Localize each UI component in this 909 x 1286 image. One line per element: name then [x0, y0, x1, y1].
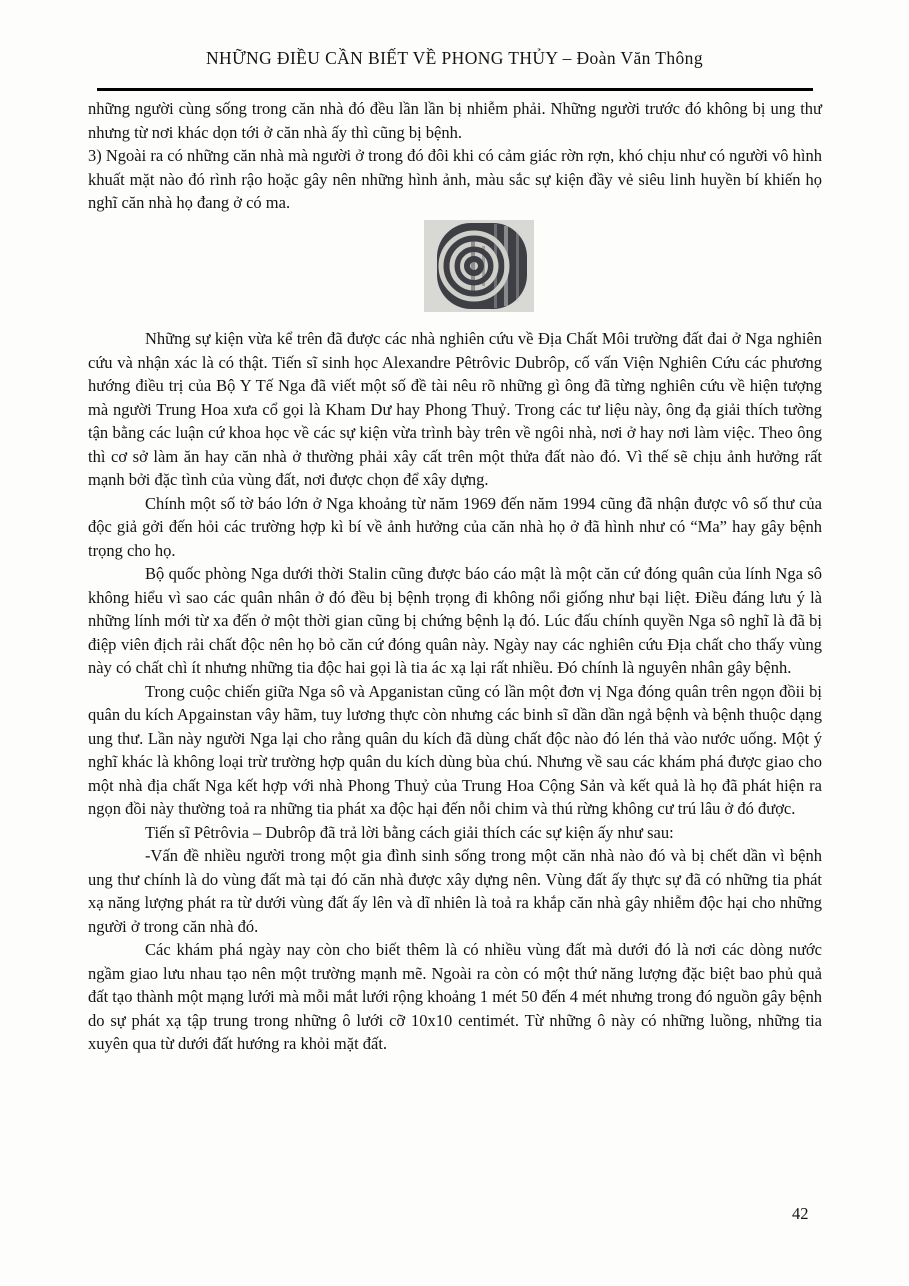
- concentric-circles-image: [424, 220, 534, 312]
- paragraph-afghanistan-war: Trong cuộc chiến giữa Nga sô và Apganistan cũng có lần một đơn vị Nga đóng quân trên ngọn đồii bị quân du kích Apgainstan vây hãm, tuy lương thực còn nhưng các binh sĩ dần dần ngả bệnh và bệnh thuộc dạng ung thư. Lần này người Nga lại cho rằng quân du kích đã dùng chất độc nào đó lén thả vào nước uống. Một ý nghĩ khác là không loại trừ trường hợp quân du kích dùng bùa chú. Nhưng về sau các khám phá được giao cho một nhà địa chất Nga kết hợp với nhà Phong Thuỷ của Trung Hoa Cộng Sản và kết quả là họ đã phát hiện ra ngọn đồi này thường toả ra những tia phát xa độc hại đến nỗi chim và thú rừng không cư trú lâu ở đó được.: [88, 681, 822, 818]
- paragraph-research: Những sự kiện vừa kể trên đã được các nhà nghiên cứu về Địa Chất Môi trường đất đai ở Nga nghiên cứu và nhận xác là có thật. Tiến sĩ sinh học Alexandre Pêtrôvic Dubrôp, cố vấn Viện Nghiên Cứu các phương hướng điều trị của Bộ Y Tế Nga đã viết một số đề tài nêu rõ những gì ông đã từng nghiên cứu về hiện tượng mà người Trung Hoa xưa cổ gọi là Kham Dư hay Phong Thuỷ. Trong các tư liệu này, ông đạ giải thích tường tận bằng các luận cứ khoa học về các sự kiện vừa trình bày trên về ngôi nhà, nơi ở hay nơi làm việc. Theo ông thì cơ sở làm ăn hay căn nhà ở thường phải xây cất trên một thửa đất nào đó. Vì thế sẽ chịu ảnh hưởng rất mạnh bởi đặc tình của vùng đất, nơi được chọn để xây dựng.: [88, 329, 822, 489]
- paragraph-underground-water: Các khám phá ngày nay còn cho biết thêm là có nhiều vùng đất mà dưới đó là nơi các dòng nước ngầm giao lưu nhau tạo nên một trường mạnh mẽ. Ngoài ra còn có một thứ năng lượng đặc biệt bao phủ quả đất tạo thành một mạng lưới mà mỗi mắt lưới rộng khoảng 1 mét 50 đến 4 mét nhưng trong đó nguồn gây bệnh do sự phát xạ tập trung trong những ô lưới cỡ 10x10 centimét. Từ những ô này có những luồng, những tia xuyên qua từ dưới đất hướng ra khỏi mặt đất.: [88, 940, 822, 1053]
- numbered-item-3: 3) Ngoài ra có những căn nhà mà người ở trong đó đôi khi có cảm giác rờn rợn, khó chịu như có người vô hình khuất mặt nào đó rình rậo hoặc gây nên những hình ảnh, màu sắc sự kiện đầy vẻ siêu linh huyền bí khiến họ nghĩ căn nhà họ đang ở có ma.: [88, 146, 822, 212]
- paragraph-cancer-explanation: -Vấn đề nhiều người trong một gia đình sinh sống trong một căn nhà nào đó và bị chết dần vì bệnh ung thư chính là do vùng đất mà tại đó căn nhà được xây dựng nên. Vùng đất ấy thực sự đã có những tia phát xạ năng lượng phát ra từ dưới vùng đất ấy lên và dĩ nhiên là toả ra khắp căn nhà gây nhiễm độc hại cho những người ở trong căn nhà đó.: [88, 846, 822, 936]
- page-number: 42: [792, 1204, 809, 1223]
- continuation-paragraph: những người cùng sống trong căn nhà đó đều lần lần bị nhiễm phải. Những người trước đó không bị ung thư nhưng từ nơi khác dọn tới ở căn nhà ấy thì cũng bị bệnh.: [88, 99, 822, 142]
- document-body: [88, 97, 822, 1056]
- concentric-rings-figure: [424, 220, 534, 319]
- header-divider: [97, 88, 813, 91]
- paragraph-defense-ministry: Bộ quốc phòng Nga dưới thời Stalin cũng được báo cáo mật là một căn cứ đóng quân của lính Nga sô không hiểu vì sao các quân nhân ở đó đều bị bệnh trọng đi không nổi giống như bại liệt. Điều đáng lưu ý là những lính mới từ xa đến ở một thời gian cũng bị chứng bệnh lạ đó. Lúc đấu chính quyền Nga sô nghĩ là đã bị điệp viên địch rải chất độc nên họ bỏ căn cứ đóng quân này. Ngày nay các nghiên cứu Địa chất cho thấy vùng này có chất chì ít nhưng những tia độc hai gọi là tia ác xạ lại rất nhiều. Đó chính là nguyên nhân gây bệnh.: [88, 564, 822, 677]
- page-title: NHỮNG ĐIỀU CẦN BIẾT VỀ PHONG THỦY – Đoàn Văn Thông: [206, 48, 703, 68]
- paragraph-doctor-answer-intro: Tiến sĩ Pêtrôvia – Dubrôp đã trả lời bằng cách giải thích các sự kiện ấy như sau:: [145, 822, 674, 842]
- figure-row: [88, 215, 822, 328]
- paragraph-newspapers: Chính một số tờ báo lớn ở Nga khoảng từ năm 1969 đến năm 1994 cũng đã nhận được vô số thư của độc giả gởi đến hỏi các trường hợp kì bí về ảnh hưởng của căn nhà họ ở đã hình như có “Ma” hay gây bệnh trọng cho họ.: [88, 493, 822, 560]
